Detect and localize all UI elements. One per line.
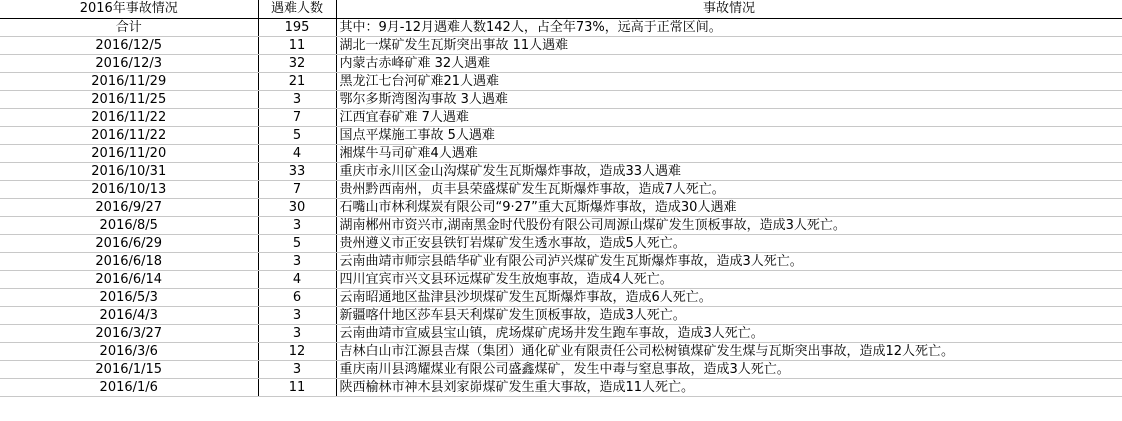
description-cell[interactable]: 湘煤牛马司矿难4人遇难 (336, 144, 1122, 162)
death-count-cell[interactable]: 30 (258, 198, 336, 216)
death-count-cell[interactable]: 3 (258, 360, 336, 378)
death-count-cell[interactable]: 4 (258, 270, 336, 288)
table-row (0, 378, 1122, 396)
table-row (0, 216, 1122, 234)
description-cell[interactable]: 石嘴山市林利煤炭有限公司“9·27”重大瓦斯爆炸事故，造成30人遇难 (336, 198, 1122, 216)
death-count-cell[interactable]: 3 (258, 252, 336, 270)
date-cell[interactable]: 2016/10/13 (0, 180, 258, 198)
header-date-cell[interactable]: 2016年事故情况 (0, 0, 258, 18)
date-cell[interactable]: 2016/9/27 (0, 198, 258, 216)
date-cell[interactable]: 2016/11/29 (0, 72, 258, 90)
table-row (0, 306, 1122, 324)
description-cell[interactable]: 黑龙江七台河矿难21人遇难 (336, 72, 1122, 90)
date-cell[interactable]: 2016/6/14 (0, 270, 258, 288)
table-row (0, 252, 1122, 270)
death-count-cell[interactable]: 195 (258, 18, 336, 36)
date-cell[interactable]: 2016/3/6 (0, 342, 258, 360)
date-cell[interactable]: 2016/12/3 (0, 54, 258, 72)
date-cell[interactable]: 2016/11/25 (0, 90, 258, 108)
death-count-cell[interactable]: 3 (258, 324, 336, 342)
table-row (0, 162, 1122, 180)
death-count-cell[interactable]: 3 (258, 90, 336, 108)
description-cell[interactable]: 四川宜宾市兴文县环远煤矿发生放炮事故，造成4人死亡。 (336, 270, 1122, 288)
date-cell[interactable]: 2016/1/6 (0, 378, 258, 396)
date-cell[interactable]: 2016/12/5 (0, 36, 258, 54)
description-cell[interactable]: 内蒙古赤峰矿难 32人遇难 (336, 54, 1122, 72)
description-cell[interactable]: 国点平煤施工事故 5人遇难 (336, 126, 1122, 144)
description-cell[interactable]: 云南曲靖市宣威县宝山镇，虎场煤矿虎场井发生跑车事故，造成3人死亡。 (336, 324, 1122, 342)
death-count-cell[interactable]: 33 (258, 162, 336, 180)
date-cell[interactable]: 2016/11/22 (0, 126, 258, 144)
table-row (0, 324, 1122, 342)
table-row (0, 342, 1122, 360)
date-cell[interactable]: 合计 (0, 18, 258, 36)
description-cell[interactable]: 江西宜春矿难 7人遇难 (336, 108, 1122, 126)
date-cell[interactable]: 2016/8/5 (0, 216, 258, 234)
death-count-cell[interactable]: 11 (258, 36, 336, 54)
date-cell[interactable]: 2016/1/15 (0, 360, 258, 378)
description-cell[interactable]: 贵州遵义市正安县铁钉岩煤矿发生透水事故，造成5人死亡。 (336, 234, 1122, 252)
death-count-cell[interactable]: 4 (258, 144, 336, 162)
death-count-cell[interactable]: 7 (258, 108, 336, 126)
death-count-cell[interactable]: 21 (258, 72, 336, 90)
table-row (0, 144, 1122, 162)
death-count-cell[interactable]: 6 (258, 288, 336, 306)
description-cell[interactable]: 云南曲靖市师宗县皓华矿业有限公司泸兴煤矿发生瓦斯爆炸事故，造成3人死亡。 (336, 252, 1122, 270)
death-count-cell[interactable]: 32 (258, 54, 336, 72)
description-cell[interactable]: 云南昭通地区盐津县沙坝煤矿发生瓦斯爆炸事故，造成6人死亡。 (336, 288, 1122, 306)
death-count-cell[interactable]: 5 (258, 234, 336, 252)
total-row (0, 18, 1122, 36)
description-cell[interactable]: 陕西榆林市神木县刘家峁煤矿发生重大事故，造成11人死亡。 (336, 378, 1122, 396)
table-body (0, 18, 1122, 396)
table-row (0, 72, 1122, 90)
table-row (0, 288, 1122, 306)
header-description-cell[interactable]: 事故情况 (336, 0, 1122, 18)
description-cell[interactable]: 鄂尔多斯湾图沟事故 3人遇难 (336, 90, 1122, 108)
description-cell[interactable]: 湖北一煤矿发生瓦斯突出事故 11人遇难 (336, 36, 1122, 54)
table-row (0, 198, 1122, 216)
header-count-cell[interactable]: 遇难人数 (258, 0, 336, 18)
date-cell[interactable]: 2016/11/22 (0, 108, 258, 126)
date-cell[interactable]: 2016/10/31 (0, 162, 258, 180)
date-cell[interactable]: 2016/3/27 (0, 324, 258, 342)
header-row (0, 0, 1122, 18)
date-cell[interactable]: 2016/4/3 (0, 306, 258, 324)
description-cell[interactable]: 重庆市永川区金山沟煤矿发生瓦斯爆炸事故，造成33人遇难 (336, 162, 1122, 180)
date-cell[interactable]: 2016/5/3 (0, 288, 258, 306)
death-count-cell[interactable]: 5 (258, 126, 336, 144)
description-cell[interactable]: 湖南郴州市资兴市,湖南黑金时代股份有限公司周源山煤矿发生顶板事故，造成3人死亡。 (336, 216, 1122, 234)
description-cell[interactable]: 吉林白山市江源县吉煤（集团）通化矿业有限责任公司松树镇煤矿发生煤与瓦斯突出事故，造成12人死亡。 (336, 342, 1122, 360)
table-row (0, 36, 1122, 54)
date-cell[interactable]: 2016/6/18 (0, 252, 258, 270)
table-row (0, 108, 1122, 126)
table-row (0, 54, 1122, 72)
death-count-cell[interactable]: 3 (258, 216, 336, 234)
date-cell[interactable]: 2016/6/29 (0, 234, 258, 252)
death-count-cell[interactable]: 12 (258, 342, 336, 360)
death-count-cell[interactable]: 3 (258, 306, 336, 324)
table-row (0, 270, 1122, 288)
death-count-cell[interactable]: 11 (258, 378, 336, 396)
table-row (0, 90, 1122, 108)
death-count-cell[interactable]: 7 (258, 180, 336, 198)
table-row (0, 126, 1122, 144)
table-row (0, 180, 1122, 198)
table-row (0, 234, 1122, 252)
description-cell[interactable]: 贵州黔西南州，贞丰县荣盛煤矿发生瓦斯爆炸事故，造成7人死亡。 (336, 180, 1122, 198)
table-row (0, 360, 1122, 378)
description-cell[interactable]: 重庆南川县鸿耀煤业有限公司盛鑫煤矿，发生中毒与窒息事故，造成3人死亡。 (336, 360, 1122, 378)
date-cell[interactable]: 2016/11/20 (0, 144, 258, 162)
description-cell[interactable]: 新疆喀什地区莎车县天利煤矿发生顶板事故，造成3人死亡。 (336, 306, 1122, 324)
description-cell[interactable]: 其中：9月-12月遇难人数142人，占全年73%，远高于正常区间。 (336, 18, 1122, 36)
